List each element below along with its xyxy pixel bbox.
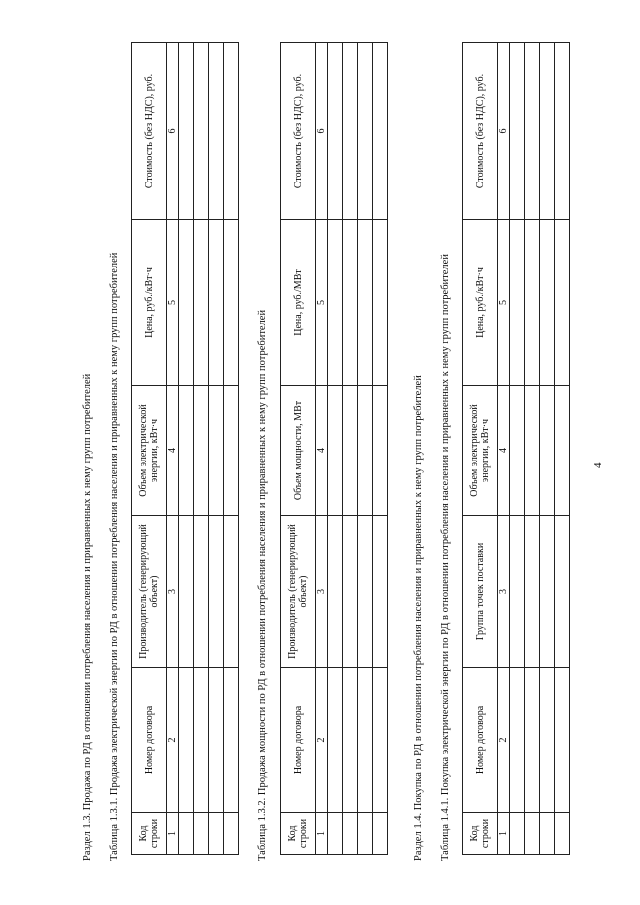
- table-cell: [224, 43, 239, 220]
- header-cell: Код строки: [281, 813, 316, 855]
- table-cell: [525, 813, 540, 855]
- table-cell: [555, 668, 570, 813]
- column-number: 4: [498, 386, 510, 516]
- column-number: 5: [167, 220, 179, 386]
- table-row: [555, 43, 570, 855]
- table-cell: [179, 386, 194, 516]
- header-cell: Стоимость (без НДС), руб.: [463, 43, 498, 220]
- table-cell: [540, 668, 555, 813]
- table-row: [328, 43, 343, 855]
- table-cell: [373, 386, 388, 516]
- table-cell: [194, 668, 209, 813]
- table-cell: [555, 220, 570, 386]
- table-cell: [224, 516, 239, 668]
- table-cell: [179, 43, 194, 220]
- table-cell: [194, 43, 209, 220]
- table-cell: [555, 43, 570, 220]
- table-cell: [540, 516, 555, 668]
- table-cell: [540, 220, 555, 386]
- page-number: 4: [592, 462, 604, 468]
- header-cell: Номер договора: [132, 668, 167, 813]
- table-cell: [224, 813, 239, 855]
- column-number-row: [167, 43, 179, 855]
- table-cell: [525, 516, 540, 668]
- table-row: [358, 43, 373, 855]
- table-cell: [358, 813, 373, 855]
- column-number: 6: [316, 43, 328, 220]
- table-cell: [194, 386, 209, 516]
- table-cell: [358, 516, 373, 668]
- table-cell: [179, 516, 194, 668]
- table-cell: [179, 813, 194, 855]
- header-cell: Группа точек поставки: [463, 516, 498, 668]
- table-cell: [194, 220, 209, 386]
- section-1-3-title: Раздел 1.3. Продажа по РД в отношении потребления населения и приравненных к нему групп потребителей: [82, 373, 93, 861]
- table-cell: [328, 220, 343, 386]
- column-number: 6: [167, 43, 179, 220]
- header-cell: Объем электрической энергии, кВт·ч: [132, 386, 167, 516]
- table-header-row: [281, 43, 316, 855]
- column-number-row: [498, 43, 510, 855]
- header-cell: Цена, руб./кВт·ч: [132, 220, 167, 386]
- column-number: 4: [167, 386, 179, 516]
- table-cell: [224, 386, 239, 516]
- table-cell: [209, 386, 224, 516]
- table-cell: [328, 813, 343, 855]
- table-cell: [555, 516, 570, 668]
- table-cell: [373, 813, 388, 855]
- table-cell: [343, 43, 358, 220]
- table-cell: [224, 220, 239, 386]
- table-cell: [328, 668, 343, 813]
- table-cell: [525, 386, 540, 516]
- table-cell: [373, 220, 388, 386]
- table-header-row: [132, 43, 167, 855]
- header-cell: Цена, руб./кВт·ч: [463, 220, 498, 386]
- table-cell: [525, 43, 540, 220]
- table-row: [194, 43, 209, 855]
- column-number: 4: [316, 386, 328, 516]
- table-row: [179, 43, 194, 855]
- table-row: [343, 43, 358, 855]
- table-row: [525, 43, 540, 855]
- section-1-4-title: Раздел 1.4. Покупка по РД в отношении потребления населения и приравненных к нему групп потребителей: [413, 375, 424, 861]
- header-cell: Номер договора: [463, 668, 498, 813]
- table-cell: [358, 220, 373, 386]
- column-number: 1: [316, 813, 328, 855]
- column-number: 2: [498, 668, 510, 813]
- header-cell: Цена, руб./МВт: [281, 220, 316, 386]
- table-row: [224, 43, 239, 855]
- table-row: [373, 43, 388, 855]
- table-1-3-1: [131, 42, 239, 855]
- table-cell: [343, 668, 358, 813]
- table-cell: [209, 668, 224, 813]
- table-cell: [209, 220, 224, 386]
- column-number: 3: [316, 516, 328, 668]
- table-cell: [343, 386, 358, 516]
- header-cell: Стоимость (без НДС), руб.: [132, 43, 167, 220]
- table-cell: [540, 386, 555, 516]
- table-row: [209, 43, 224, 855]
- table-cell: [510, 386, 525, 516]
- header-cell: Производитель (генерирующий объект): [281, 516, 316, 668]
- column-number: 3: [167, 516, 179, 668]
- table-cell: [358, 668, 373, 813]
- table-cell: [510, 220, 525, 386]
- table-cell: [510, 668, 525, 813]
- table-cell: [555, 386, 570, 516]
- table-cell: [510, 43, 525, 220]
- table-cell: [373, 668, 388, 813]
- table-cell: [343, 516, 358, 668]
- table-cell: [224, 668, 239, 813]
- table-cell: [540, 43, 555, 220]
- table-cell: [525, 220, 540, 386]
- table-cell: [510, 813, 525, 855]
- column-number-row: [316, 43, 328, 855]
- table-cell: [343, 220, 358, 386]
- column-number: 5: [498, 220, 510, 386]
- table-cell: [328, 516, 343, 668]
- table-cell: [194, 516, 209, 668]
- column-number: 2: [316, 668, 328, 813]
- table-cell: [209, 813, 224, 855]
- table-1-3-2-caption: Таблица 1.3.2. Продажа мощности по РД в отношении потребления населения и приравненных к нему групп потребителей: [257, 309, 268, 861]
- table-1-3-1-caption: Таблица 1.3.1. Продажа электрической энергии по РД в отношении потребления населения и приравненных к нему групп потребителей: [109, 252, 120, 861]
- table-cell: [540, 813, 555, 855]
- table-cell: [373, 43, 388, 220]
- table-header-row: [463, 43, 498, 855]
- table-cell: [179, 220, 194, 386]
- column-number: 5: [316, 220, 328, 386]
- header-cell: Код строки: [132, 813, 167, 855]
- table-cell: [510, 516, 525, 668]
- header-cell: Производитель (генерирующий объект): [132, 516, 167, 668]
- column-number: 6: [498, 43, 510, 220]
- table-row: [510, 43, 525, 855]
- table-cell: [373, 516, 388, 668]
- header-cell: Номер договора: [281, 668, 316, 813]
- column-number: 1: [498, 813, 510, 855]
- table-cell: [358, 43, 373, 220]
- table-cell: [555, 813, 570, 855]
- table-cell: [343, 813, 358, 855]
- header-cell: Объем электрической энергии, кВт·ч: [463, 386, 498, 516]
- column-number: 3: [498, 516, 510, 668]
- column-number: 1: [167, 813, 179, 855]
- header-cell: Стоимость (без НДС), руб.: [281, 43, 316, 220]
- table-row: [540, 43, 555, 855]
- table-1-4-1-caption: Таблица 1.4.1. Покупка электрической энергии по РД в отношении потребления населения и приравненных к нему групп потребителей: [440, 254, 451, 861]
- table-1-3-2: [280, 42, 388, 855]
- column-number: 2: [167, 668, 179, 813]
- table-cell: [525, 668, 540, 813]
- header-cell: Объем мощности, МВт: [281, 386, 316, 516]
- table-cell: [328, 43, 343, 220]
- table-cell: [328, 386, 343, 516]
- table-cell: [358, 386, 373, 516]
- table-cell: [179, 668, 194, 813]
- table-cell: [194, 813, 209, 855]
- table-1-4-1: [462, 42, 570, 855]
- table-cell: [209, 43, 224, 220]
- header-cell: Код строки: [463, 813, 498, 855]
- table-cell: [209, 516, 224, 668]
